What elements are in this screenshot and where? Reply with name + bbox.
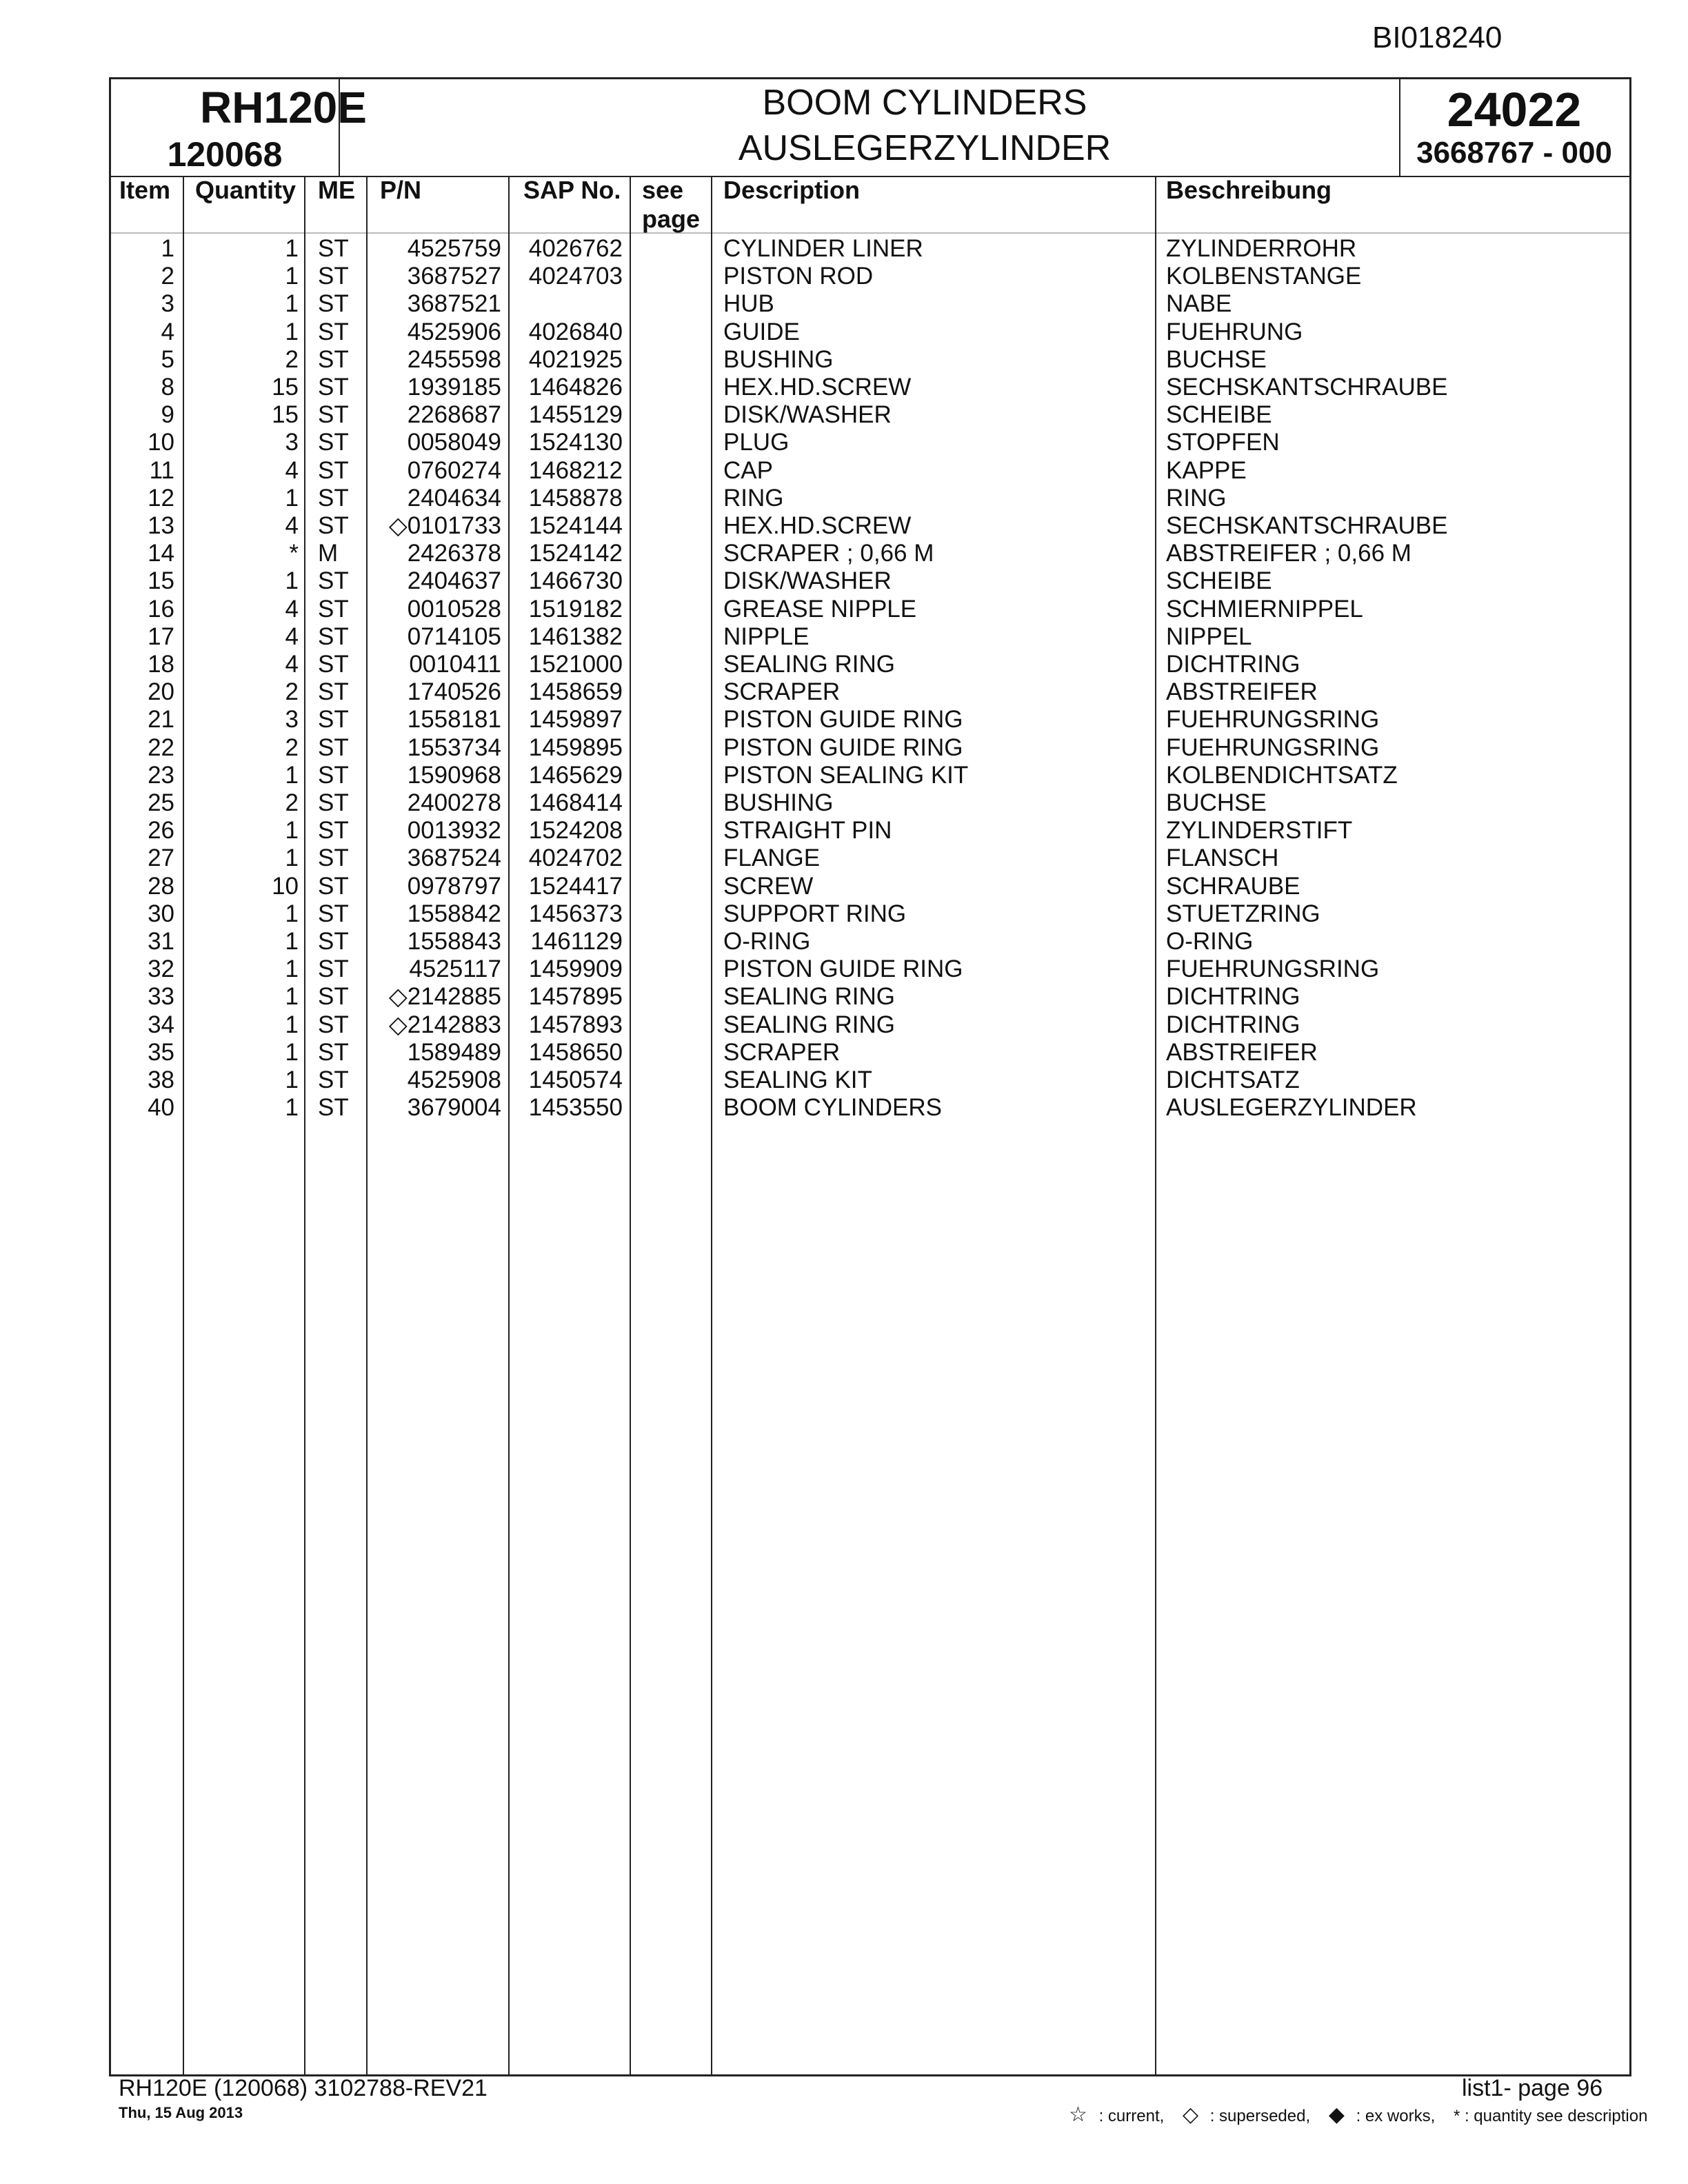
- cell-beschreibung: O-RING: [1166, 928, 1254, 955]
- cell-pn: 2268687: [407, 401, 501, 429]
- column-header-beschreibung: Beschreibung: [1166, 176, 1332, 204]
- cell-item: 10: [148, 429, 174, 456]
- cell-sap: 1466730: [528, 567, 623, 595]
- cell-beschreibung: FUEHRUNGSRING: [1166, 734, 1380, 761]
- cell-me: ST: [318, 1094, 349, 1122]
- cell-sap: 1455129: [528, 401, 623, 429]
- cell-quantity: 1: [285, 1011, 299, 1038]
- cell-me: ST: [318, 678, 349, 706]
- cell-quantity: 1: [285, 1038, 299, 1066]
- cell-sap: 1458878: [528, 484, 623, 512]
- cell-me: ST: [318, 401, 349, 429]
- cell-description: RING: [723, 484, 784, 512]
- cell-pn: 1590968: [407, 761, 501, 789]
- cell-pn: 0010528: [407, 595, 501, 623]
- cell-quantity: 4: [285, 456, 299, 484]
- column-header-sap: SAP No.: [523, 176, 621, 204]
- symbol-legend: [1069, 2103, 1654, 2127]
- cell-beschreibung: ABSTREIFER: [1166, 1038, 1318, 1066]
- cell-quantity: 4: [285, 512, 299, 539]
- cell-beschreibung: SECHSKANTSCHRAUBE: [1166, 512, 1448, 539]
- cell-sap: 1465629: [528, 761, 623, 789]
- cell-quantity: 1: [285, 817, 299, 845]
- cell-pn: 0760274: [407, 456, 501, 484]
- cell-me: ST: [318, 1038, 349, 1066]
- cell-sap: 1524417: [528, 872, 623, 900]
- cell-sap: 1456373: [528, 900, 623, 927]
- cell-description: SEALING RING: [723, 651, 895, 678]
- cell-description: PISTON SEALING KIT: [723, 761, 969, 789]
- serial-number: 120068: [167, 135, 283, 174]
- cell-description: PISTON ROD: [723, 263, 874, 290]
- cell-description: GREASE NIPPLE: [723, 595, 917, 623]
- cell-sap: 1461129: [530, 928, 623, 955]
- cell-pn: 0978797: [407, 872, 501, 900]
- cell-pn: 3687524: [407, 845, 501, 872]
- cell-quantity: 4: [285, 623, 299, 650]
- cell-beschreibung: DICHTSATZ: [1166, 1066, 1300, 1093]
- cell-me: ST: [318, 345, 349, 373]
- cell-item: 20: [148, 678, 174, 706]
- cell-pn: 2400278: [407, 789, 501, 816]
- cell-sap: 1459897: [528, 706, 623, 734]
- cell-quantity: 1: [285, 1094, 299, 1122]
- column-divider: [366, 176, 368, 2074]
- cell-me: ST: [318, 928, 349, 955]
- group-number: 24022: [1447, 83, 1582, 136]
- cell-me: ST: [318, 983, 349, 1011]
- cell-sap: 1524208: [528, 817, 623, 845]
- cell-me: ST: [318, 817, 349, 845]
- cell-description: NIPPLE: [723, 623, 810, 650]
- column-header-description: Description: [723, 176, 861, 204]
- cell-item: 22: [148, 734, 174, 761]
- cell-description: CYLINDER LINER: [723, 235, 923, 262]
- cell-pn: 0013932: [407, 817, 501, 845]
- title-german: AUSLEGERZYLINDER: [738, 128, 1112, 168]
- cell-beschreibung: BUCHSE: [1166, 345, 1267, 373]
- cell-pn: ◇2142885: [388, 983, 501, 1011]
- cell-item: 1: [161, 235, 174, 262]
- cell-description: FLANGE: [723, 845, 821, 872]
- model-name: RH120E: [200, 83, 367, 132]
- cell-sap: 1524130: [528, 429, 623, 456]
- cell-beschreibung: KOLBENDICHTSATZ: [1166, 761, 1398, 789]
- cell-sap: 4024702: [528, 845, 623, 872]
- cell-description: SCRAPER: [723, 678, 841, 706]
- cell-item: 16: [148, 595, 174, 623]
- cell-me: ST: [318, 956, 349, 983]
- cell-beschreibung: NABE: [1166, 290, 1232, 318]
- cell-item: 26: [148, 817, 174, 845]
- cell-description: PISTON GUIDE RING: [723, 734, 963, 761]
- title-english: BOOM CYLINDERS: [762, 83, 1087, 123]
- cell-description: PLUG: [723, 429, 790, 456]
- cell-me: ST: [318, 374, 349, 401]
- cell-pn: 2404637: [407, 567, 501, 595]
- cell-sap: 1457895: [528, 983, 623, 1011]
- cell-me: ST: [318, 263, 349, 290]
- cell-quantity: 1: [285, 761, 299, 789]
- cell-description: O-RING: [723, 928, 811, 955]
- column-header-me: ME: [318, 176, 355, 204]
- cell-quantity: 15: [272, 401, 299, 429]
- cell-description: SEALING KIT: [723, 1066, 872, 1093]
- cell-description: SCRAPER ; 0,66 M: [723, 540, 934, 567]
- column-header-see: see: [642, 176, 684, 204]
- cell-beschreibung: STOPFEN: [1166, 429, 1280, 456]
- cell-me: ST: [318, 567, 349, 595]
- column-header-item: Item: [119, 176, 171, 204]
- cell-description: PISTON GUIDE RING: [723, 706, 963, 734]
- cell-item: 31: [148, 928, 174, 955]
- cell-quantity: 2: [285, 734, 299, 761]
- cell-beschreibung: AUSLEGERZYLINDER: [1166, 1094, 1417, 1122]
- cell-pn: 4525908: [407, 1066, 501, 1093]
- cell-beschreibung: SCHRAUBE: [1166, 872, 1300, 900]
- cell-quantity: 3: [285, 706, 299, 734]
- column-divider: [183, 176, 184, 2074]
- cell-pn: ◇0101733: [388, 512, 501, 539]
- cell-beschreibung: DICHTRING: [1166, 983, 1300, 1011]
- cell-me: ST: [318, 235, 349, 262]
- cell-pn: 1939185: [407, 374, 501, 401]
- cell-me: ST: [318, 595, 349, 623]
- cell-quantity: 1: [285, 263, 299, 290]
- cell-pn: 2404634: [407, 484, 501, 512]
- cell-pn: 0010411: [409, 651, 501, 678]
- cell-item: 25: [148, 789, 174, 816]
- cell-item: 9: [161, 401, 174, 429]
- cell-pn: 1558843: [407, 928, 501, 955]
- cell-beschreibung: SCHMIERNIPPEL: [1166, 595, 1363, 623]
- cell-item: 33: [148, 983, 174, 1011]
- cell-item: 14: [148, 540, 174, 567]
- cell-item: 17: [148, 623, 174, 650]
- cell-pn: ◇2142883: [388, 1011, 501, 1038]
- cell-description: PISTON GUIDE RING: [723, 956, 963, 983]
- cell-pn: 3679004: [407, 1094, 501, 1122]
- cell-me: ST: [318, 706, 349, 734]
- cell-description: DISK/WASHER: [723, 567, 892, 595]
- cell-quantity: 2: [285, 345, 299, 373]
- footer-date: Thu, 15 Aug 2013: [119, 2104, 243, 2121]
- cell-item: 12: [148, 484, 174, 512]
- cell-sap: 1461382: [528, 623, 623, 650]
- cell-beschreibung: ABSTREIFER: [1166, 678, 1318, 706]
- cell-beschreibung: FLANSCH: [1166, 845, 1279, 872]
- cell-description: SUPPORT RING: [723, 900, 907, 927]
- cell-quantity: 1: [285, 956, 299, 983]
- cell-sap: 4024703: [528, 263, 623, 290]
- cell-description: SCREW: [723, 872, 814, 900]
- cell-item: 13: [148, 512, 174, 539]
- cell-item: 21: [148, 706, 174, 734]
- cell-pn: 1589489: [407, 1038, 501, 1066]
- cell-quantity: 1: [285, 983, 299, 1011]
- cell-description: SEALING RING: [723, 1011, 895, 1038]
- legend-quantity: * : quantity see description: [1453, 2107, 1648, 2125]
- cell-item: 15: [148, 567, 174, 595]
- cell-pn: 1558181: [407, 706, 501, 734]
- cell-quantity: 10: [272, 872, 299, 900]
- cell-sap: 1459895: [528, 734, 623, 761]
- cell-quantity: 4: [285, 595, 299, 623]
- legend-current: : current,: [1098, 2107, 1165, 2125]
- cell-pn: 2426378: [407, 540, 501, 567]
- cell-description: CAP: [723, 456, 773, 484]
- cell-me: ST: [318, 1066, 349, 1093]
- cell-sap: 1464826: [528, 374, 623, 401]
- cell-quantity: 3: [285, 429, 299, 456]
- cell-beschreibung: STUETZRING: [1166, 900, 1320, 927]
- cell-pn: 4525117: [409, 956, 501, 983]
- cell-sap: 4026840: [528, 318, 623, 345]
- cell-quantity: 2: [285, 789, 299, 816]
- cell-beschreibung: FUEHRUNGSRING: [1166, 706, 1380, 734]
- cell-item: 28: [148, 872, 174, 900]
- column-divider: [304, 176, 305, 2074]
- column-divider: [711, 176, 712, 2074]
- cell-item: 27: [148, 845, 174, 872]
- cell-sap: 1524142: [528, 540, 623, 567]
- cell-beschreibung: BUCHSE: [1166, 789, 1267, 816]
- cell-sap: 1457893: [528, 1011, 623, 1038]
- cell-beschreibung: SCHEIBE: [1166, 567, 1272, 595]
- cell-quantity: 1: [285, 484, 299, 512]
- cell-pn: 1558842: [407, 900, 501, 927]
- cell-item: 3: [161, 290, 174, 318]
- cell-pn: 1740526: [407, 678, 501, 706]
- diamond-outline-icon: ◇: [1182, 2103, 1199, 2126]
- cell-description: SEALING RING: [723, 983, 895, 1011]
- cell-pn: 0058049: [407, 429, 501, 456]
- cell-me: ST: [318, 484, 349, 512]
- cell-quantity: 15: [272, 374, 299, 401]
- cell-sap: 4026762: [528, 235, 623, 262]
- cell-quantity: 1: [285, 845, 299, 872]
- cell-description: STRAIGHT PIN: [723, 817, 892, 845]
- cell-sap: 1458650: [528, 1038, 623, 1066]
- cell-beschreibung: FUEHRUNGSRING: [1166, 956, 1380, 983]
- cell-sap: 1524144: [528, 512, 623, 539]
- cell-sap: 1468414: [528, 789, 623, 816]
- cell-pn: 4525759: [407, 235, 501, 262]
- footer-document-ref: RH120E (120068) 3102788-REV21: [119, 2075, 488, 2101]
- cell-description: DISK/WASHER: [723, 401, 892, 429]
- cell-pn: 3687521: [407, 290, 501, 318]
- cell-beschreibung: KAPPE: [1166, 456, 1247, 484]
- cell-me: ST: [318, 651, 349, 678]
- cell-beschreibung: ABSTREIFER ; 0,66 M: [1166, 540, 1411, 567]
- cell-description: HEX.HD.SCREW: [723, 374, 912, 401]
- cell-pn: 4525906: [407, 318, 501, 345]
- cell-beschreibung: ZYLINDERSTIFT: [1166, 817, 1353, 845]
- document-id: BI018240: [1372, 21, 1503, 54]
- column-header-quantity: Quantity: [195, 176, 297, 204]
- cell-quantity: 4: [285, 651, 299, 678]
- cell-beschreibung: RING: [1166, 484, 1227, 512]
- cell-item: 4: [161, 318, 174, 345]
- cell-me: ST: [318, 623, 349, 650]
- cell-beschreibung: SCHEIBE: [1166, 401, 1272, 429]
- star-icon: ☆: [1069, 2103, 1087, 2126]
- cell-me: ST: [318, 734, 349, 761]
- cell-item: 23: [148, 761, 174, 789]
- cell-sap: 1519182: [528, 595, 623, 623]
- cell-item: 34: [148, 1011, 174, 1038]
- cell-item: 40: [148, 1094, 174, 1122]
- cell-pn: 1553734: [407, 734, 501, 761]
- cell-quantity: 1: [285, 928, 299, 955]
- cell-sap: 1450574: [528, 1066, 623, 1093]
- cell-quantity: 1: [285, 318, 299, 345]
- cell-quantity: 1: [285, 290, 299, 318]
- cell-description: HUB: [723, 290, 774, 318]
- cell-me: ST: [318, 1011, 349, 1038]
- cell-item: 18: [148, 651, 174, 678]
- cell-me: ST: [318, 318, 349, 345]
- cell-item: 2: [161, 263, 174, 290]
- legend-ex-works: : ex works,: [1356, 2107, 1436, 2125]
- cell-me: M: [318, 540, 339, 567]
- cell-beschreibung: FUEHRUNG: [1166, 318, 1303, 345]
- cell-me: ST: [318, 761, 349, 789]
- cell-description: BUSHING: [723, 789, 834, 816]
- cell-me: ST: [318, 512, 349, 539]
- cell-beschreibung: DICHTRING: [1166, 651, 1300, 678]
- column-header-pn: P/N: [380, 176, 422, 204]
- cell-me: ST: [318, 845, 349, 872]
- cell-description: SCRAPER: [723, 1038, 841, 1066]
- column-divider: [630, 176, 631, 2074]
- cell-quantity: 1: [285, 567, 299, 595]
- cell-me: ST: [318, 290, 349, 318]
- cell-description: BOOM CYLINDERS: [723, 1094, 942, 1122]
- cell-beschreibung: ZYLINDERROHR: [1166, 235, 1357, 262]
- cell-item: 32: [148, 956, 174, 983]
- cell-beschreibung: SECHSKANTSCHRAUBE: [1166, 374, 1448, 401]
- cell-me: ST: [318, 789, 349, 816]
- cell-me: ST: [318, 872, 349, 900]
- column-header-page: page: [642, 205, 701, 233]
- cell-quantity: 1: [285, 1066, 299, 1093]
- cell-sap: 1459909: [528, 956, 623, 983]
- cell-beschreibung: DICHTRING: [1166, 1011, 1300, 1038]
- cell-me: ST: [318, 900, 349, 927]
- cell-pn: 0714105: [407, 623, 501, 650]
- cell-beschreibung: NIPPEL: [1166, 623, 1252, 650]
- cell-item: 38: [148, 1066, 174, 1093]
- cell-item: 30: [148, 900, 174, 927]
- legend-superseded: : superseded,: [1209, 2107, 1311, 2125]
- cell-sap: 1521000: [528, 651, 623, 678]
- cell-item: 35: [148, 1038, 174, 1066]
- cell-description: BUSHING: [723, 345, 834, 373]
- cell-beschreibung: KOLBENSTANGE: [1166, 263, 1362, 290]
- parts-list-frame: [109, 77, 1631, 2076]
- cell-me: ST: [318, 429, 349, 456]
- column-divider: [1155, 176, 1156, 2074]
- cell-pn: 2455598: [407, 345, 501, 373]
- cell-quantity: *: [289, 540, 299, 567]
- cell-sap: 1458659: [528, 678, 623, 706]
- cell-sap: 1468212: [528, 456, 623, 484]
- column-header-rule: [111, 232, 1629, 234]
- footer-page-number: list1- page 96: [1462, 2075, 1603, 2101]
- column-divider: [508, 176, 510, 2074]
- cell-quantity: 1: [285, 235, 299, 262]
- cell-sap: 1453550: [528, 1094, 623, 1122]
- cell-quantity: 2: [285, 678, 299, 706]
- cell-description: GUIDE: [723, 318, 800, 345]
- cell-description: HEX.HD.SCREW: [723, 512, 912, 539]
- cell-pn: 3687527: [407, 263, 501, 290]
- cell-sap: 4021925: [528, 345, 623, 373]
- diamond-filled-icon: ◆: [1328, 2103, 1345, 2126]
- cell-quantity: 1: [285, 900, 299, 927]
- cell-item: 8: [161, 374, 174, 401]
- cell-item: 5: [161, 345, 174, 373]
- cell-item: 11: [149, 456, 174, 484]
- cell-me: ST: [318, 456, 349, 484]
- drawing-number: 3668767 - 000: [1416, 136, 1612, 170]
